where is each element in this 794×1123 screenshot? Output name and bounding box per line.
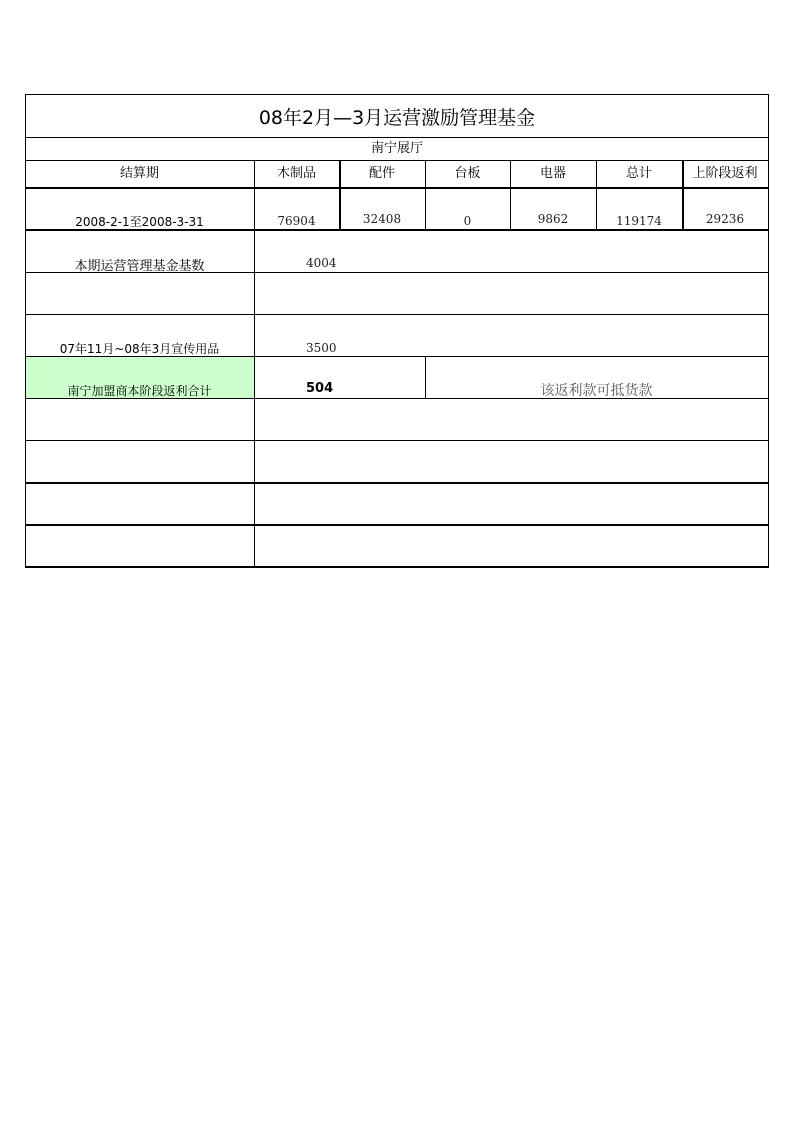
cell-wood-products: 76904 xyxy=(277,214,316,228)
rebate-note: 该返利款可抵货款 xyxy=(540,383,653,399)
grid-line xyxy=(768,94,769,568)
header-countertop: 台板 xyxy=(454,166,481,181)
rebate-value: 504 xyxy=(306,381,334,396)
location-subtitle: 南宁展厅 xyxy=(370,141,423,156)
header-wood-products: 木制品 xyxy=(276,166,316,181)
cell-total: 119174 xyxy=(616,214,662,228)
grid-line xyxy=(25,524,769,526)
header-accessories: 配件 xyxy=(368,166,395,181)
cell-appliances: 9862 xyxy=(537,212,569,226)
header-prev-rebate: 上阶段返利 xyxy=(692,166,758,181)
row-period: 2008-2-1至2008-3-31 xyxy=(75,215,204,229)
promo-value: 3500 xyxy=(306,341,337,355)
grid-line xyxy=(25,440,769,441)
cell-countertop: 0 xyxy=(463,214,472,228)
header-total: 总计 xyxy=(625,166,652,181)
cell-accessories: 32408 xyxy=(362,212,402,226)
header-period: 结算期 xyxy=(119,166,159,181)
promo-label: 07年11月~08年3月宣传用品 xyxy=(59,342,220,356)
spreadsheet xyxy=(25,94,769,568)
cell-prev-rebate: 29236 xyxy=(705,212,745,226)
page-title: 08年2月—3月运营激励管理基金 xyxy=(258,107,536,129)
grid-line xyxy=(25,314,769,315)
grid-line xyxy=(25,482,769,484)
grid-line xyxy=(25,566,769,568)
fund-base-value: 4004 xyxy=(306,256,337,270)
fund-base-label: 本期运营管理基金基数 xyxy=(74,259,205,274)
rebate-label: 南宁加盟商本阶段返利合计 xyxy=(67,384,212,398)
header-appliances: 电器 xyxy=(539,166,566,181)
grid-line xyxy=(25,187,769,189)
